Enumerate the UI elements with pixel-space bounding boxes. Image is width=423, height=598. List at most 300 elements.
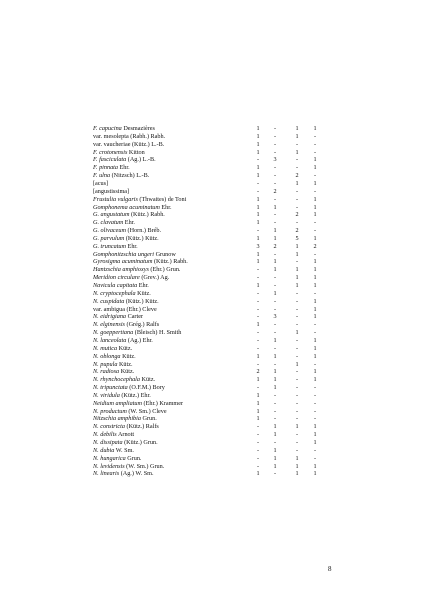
table-row — [0, 447, 423, 455]
taxon-name — [93, 321, 159, 329]
value-cell: - — [273, 211, 277, 219]
value-cell: - — [256, 187, 260, 195]
value-cell: 1 — [256, 250, 260, 258]
value-cell: 1 — [295, 454, 299, 462]
value-cell: 1 — [273, 423, 277, 431]
taxon-name — [93, 180, 108, 188]
value-cell: 1 — [256, 258, 260, 266]
value-cell: - — [273, 125, 277, 132]
taxon-name-italic: N. pupula — [93, 360, 118, 368]
value-cell: 3 — [273, 313, 277, 321]
value-cell: 3 — [256, 242, 260, 250]
table-row — [0, 243, 423, 251]
taxon-authority: Kütz. — [139, 376, 156, 384]
value-cell: - — [313, 132, 317, 140]
taxon-authority: Grun. — [125, 454, 142, 462]
taxon-authority: (Ag.) Ehr. — [126, 336, 153, 344]
value-cell: 1 — [256, 148, 260, 156]
value-cell: 1 — [273, 446, 277, 454]
table-row — [0, 164, 423, 172]
taxon-name — [93, 415, 157, 423]
value-cell: 2 — [273, 187, 277, 195]
taxon-name — [93, 290, 151, 298]
value-cell: - — [295, 352, 299, 360]
taxon-name-italic: N. cuspidata — [93, 297, 125, 305]
value-cell: - — [273, 282, 277, 289]
taxon-name-italic: Gyrosigma acuminatum — [93, 258, 153, 266]
value-cell: 1 — [256, 140, 260, 148]
table-row — [0, 211, 423, 219]
taxon-name-italic: N. goeppertiana — [93, 329, 134, 337]
taxon-name-italic: F. crotonensis — [93, 148, 128, 156]
value-cell: - — [295, 219, 299, 227]
value-cell: 1 — [313, 125, 317, 132]
taxon-name-italic: F. pinnata — [93, 164, 118, 172]
value-cell: 1 — [313, 179, 317, 187]
taxon-name-italic: Gomphonitzschia ungeri — [93, 250, 155, 258]
value-cell: 1 — [313, 203, 317, 211]
taxon-name-italic: N. productum — [93, 407, 127, 415]
value-cell: - — [295, 313, 299, 321]
value-cell: 1 — [295, 274, 299, 282]
taxon-name — [93, 447, 134, 455]
table-row — [0, 345, 423, 353]
taxon-authority: Ehr. — [126, 242, 138, 250]
value-cell: - — [295, 297, 299, 305]
value-cell: - — [273, 148, 277, 156]
taxon-authority: var. ambigua (Ehr.) Cleve — [93, 305, 157, 313]
page-number: 8 — [328, 565, 332, 573]
value-cell: 1 — [273, 203, 277, 211]
value-cell: - — [313, 407, 317, 415]
taxon-authority: (Kütz.) Grun. — [122, 439, 158, 446]
value-cell: 1 — [273, 227, 277, 235]
value-cell: - — [295, 258, 299, 266]
value-cell: - — [313, 187, 317, 195]
taxon-authority: Grun. — [140, 415, 157, 423]
value-cell: - — [273, 219, 277, 227]
value-cell: - — [313, 391, 317, 399]
table-row — [0, 266, 423, 274]
taxon-name-italic: N. lanceolata — [93, 336, 127, 344]
taxon-authority: (Grég.) Ralfs — [124, 321, 160, 329]
taxon-authority: (Bleisch) H. Smith — [133, 329, 182, 337]
taxon-name-italic: Gomphonema acuminatum — [93, 203, 160, 211]
value-cell: - — [256, 336, 260, 344]
value-cell: 1 — [313, 336, 317, 344]
value-cell: - — [313, 219, 317, 227]
value-cell: 1 — [313, 423, 317, 431]
value-cell: - — [295, 399, 299, 407]
taxon-authority: Kütz. — [120, 352, 136, 360]
value-cell: - — [256, 384, 260, 392]
value-cell: - — [295, 321, 299, 329]
taxon-name — [93, 463, 164, 471]
taxon-authority: (Thwaites) de Toni — [137, 195, 187, 203]
table-row — [0, 188, 423, 196]
table-row — [0, 384, 423, 392]
value-cell: 1 — [313, 470, 317, 478]
value-cell: - — [256, 289, 260, 297]
taxon-name — [93, 188, 129, 196]
taxon-name-italic: F. ulna — [93, 172, 111, 180]
taxon-name-italic: G. clavatum — [93, 219, 124, 227]
value-cell: - — [273, 391, 277, 399]
value-cell: 1 — [313, 344, 317, 352]
taxon-name — [93, 227, 161, 235]
value-cell: - — [256, 297, 260, 305]
value-cell: - — [256, 423, 260, 431]
taxon-name — [93, 243, 138, 251]
taxon-name — [93, 353, 136, 361]
value-cell: 1 — [273, 336, 277, 344]
value-cell: 1 — [256, 234, 260, 242]
value-cell: - — [256, 360, 260, 368]
taxon-authority: (Kütz.) Rabh. — [152, 258, 188, 266]
value-cell: 1 — [313, 376, 317, 384]
taxon-name — [93, 125, 155, 133]
taxon-name-italic: Hantzschia amphioxys — [93, 266, 149, 274]
taxon-authority: Kütz. — [135, 289, 151, 297]
value-cell: - — [295, 195, 299, 203]
value-cell: 5 — [295, 234, 299, 242]
taxon-name-italic: G. parvulum — [93, 234, 125, 242]
taxon-name — [93, 204, 172, 212]
taxon-name-italic: Frustulia vulgaris — [93, 195, 138, 203]
value-cell: 1 — [313, 195, 317, 203]
table-row — [0, 321, 423, 329]
taxon-authority: (W. Sm.) Grun. — [124, 462, 165, 470]
table-row — [0, 353, 423, 361]
value-cell: - — [273, 305, 277, 313]
taxon-name — [93, 376, 155, 384]
value-cell: - — [273, 470, 277, 478]
value-cell: - — [295, 431, 299, 439]
value-cell: 1 — [313, 211, 317, 219]
value-cell: 1 — [313, 368, 317, 376]
value-cell: 1 — [313, 282, 317, 289]
taxon-name-italic: G. truncatum — [93, 242, 126, 250]
value-cell: - — [295, 446, 299, 454]
value-cell: - — [256, 313, 260, 321]
value-cell: - — [256, 179, 260, 187]
taxon-name — [93, 164, 130, 172]
taxon-name — [93, 400, 183, 408]
value-cell: - — [295, 187, 299, 195]
table-row — [0, 180, 423, 188]
table-row — [0, 149, 423, 157]
table-row — [0, 439, 423, 447]
value-cell: - — [273, 140, 277, 148]
taxon-authority: (Kütz.) Kütz. — [124, 234, 159, 242]
taxon-authority: (Kütz.) Rabh. — [129, 211, 165, 219]
table-row — [0, 329, 423, 337]
table-row — [0, 219, 423, 227]
value-cell: - — [256, 274, 260, 282]
taxon-name — [93, 156, 156, 164]
taxon-authority: [angustissima] — [93, 187, 130, 195]
taxon-name-italic: N. dubia — [93, 446, 115, 454]
table-row — [0, 376, 423, 384]
table-row — [0, 431, 423, 439]
value-cell: - — [273, 439, 277, 446]
value-cell: 1 — [295, 179, 299, 187]
taxon-name — [93, 219, 135, 227]
table-row — [0, 282, 423, 290]
taxon-authority: Kütz. — [117, 344, 133, 352]
value-cell: 1 — [273, 234, 277, 242]
table-row — [0, 196, 423, 204]
table-row — [0, 235, 423, 243]
value-cell: 1 — [313, 352, 317, 360]
value-cell: 2 — [295, 172, 299, 180]
table-row — [0, 455, 423, 463]
table-row — [0, 274, 423, 282]
value-cell: - — [273, 172, 277, 180]
table-row — [0, 141, 423, 149]
taxon-name — [93, 345, 132, 353]
value-cell: 1 — [313, 439, 317, 446]
value-cell: 1 — [273, 258, 277, 266]
value-cell: - — [295, 391, 299, 399]
taxon-name — [93, 423, 159, 431]
taxon-name-italic: G. olivaceum — [93, 227, 126, 235]
taxon-authority: (Nitzsch) L.-B. — [110, 172, 150, 180]
value-cell: 1 — [256, 415, 260, 423]
value-cell: 1 — [295, 132, 299, 140]
taxon-authority: (Kütz.) Kütz. — [124, 297, 159, 305]
taxon-name — [93, 431, 134, 439]
value-cell: 1 — [313, 313, 317, 321]
taxon-name — [93, 172, 149, 180]
table-row — [0, 298, 423, 306]
value-cell: - — [295, 305, 299, 313]
value-cell: - — [256, 156, 260, 164]
value-cell: - — [295, 344, 299, 352]
value-cell: 1 — [295, 266, 299, 274]
value-cell: 1 — [313, 258, 317, 266]
taxon-name-italic: N. constricta — [93, 423, 125, 431]
taxon-authority: (Kütz.) Ralfs — [124, 423, 159, 431]
value-cell: - — [295, 164, 299, 172]
taxon-name-italic: N. mutica — [93, 344, 118, 352]
value-cell: - — [273, 399, 277, 407]
value-cell: - — [313, 148, 317, 156]
value-cell: 1 — [295, 242, 299, 250]
taxon-authority: Kütz. — [119, 368, 135, 376]
table-row — [0, 470, 423, 478]
value-cell: - — [295, 384, 299, 392]
value-cell: 1 — [295, 329, 299, 337]
value-cell: 1 — [313, 164, 317, 172]
taxon-name — [93, 455, 141, 463]
value-cell: 1 — [313, 274, 317, 282]
taxon-authority: Ehr. — [159, 203, 172, 211]
taxon-name-italic: N. debilis — [93, 431, 117, 439]
taxon-authority: Kütz. — [117, 360, 133, 368]
value-cell: 1 — [313, 305, 317, 313]
taxon-authority: (Ehr.) Krammer — [141, 399, 184, 407]
value-cell: 1 — [256, 172, 260, 180]
taxon-name-italic: Navicula capitata — [93, 282, 138, 289]
value-cell: 2 — [313, 242, 317, 250]
value-cell: - — [313, 140, 317, 148]
value-cell: 1 — [273, 368, 277, 376]
value-cell: 1 — [256, 470, 260, 478]
value-cell: - — [273, 164, 277, 172]
value-cell: 1 — [256, 219, 260, 227]
taxon-name — [93, 133, 165, 141]
taxon-authority: (W. Sm.) Cleve — [126, 407, 167, 415]
taxon-name-italic: N. hungarica — [93, 454, 126, 462]
taxon-authority: (Horn.) Bréb. — [126, 227, 162, 235]
taxon-authority: Grunow — [154, 250, 176, 258]
value-cell: - — [273, 321, 277, 329]
value-cell: 1 — [273, 352, 277, 360]
value-cell: 1 — [295, 148, 299, 156]
value-cell: - — [295, 203, 299, 211]
value-cell: 1 — [273, 384, 277, 392]
value-cell: 1 — [273, 376, 277, 384]
value-cell: - — [295, 140, 299, 148]
table-row — [0, 172, 423, 180]
value-cell: 1 — [273, 454, 277, 462]
value-cell: - — [256, 431, 260, 439]
value-cell: - — [256, 305, 260, 313]
value-cell: 1 — [256, 376, 260, 384]
value-cell: - — [313, 446, 317, 454]
taxon-name-italic: Neidium ampliatum — [93, 399, 142, 407]
value-cell: - — [273, 329, 277, 337]
value-cell: 1 — [256, 164, 260, 172]
value-cell: 1 — [256, 399, 260, 407]
value-cell: 2 — [295, 227, 299, 235]
table-row — [0, 258, 423, 266]
taxon-name-italic: F. capucina — [93, 125, 122, 132]
table-row — [0, 408, 423, 416]
value-cell: 1 — [295, 360, 299, 368]
value-cell: - — [295, 368, 299, 376]
value-cell: 1 — [273, 266, 277, 274]
value-cell: 3 — [273, 156, 277, 164]
value-cell: - — [273, 179, 277, 187]
value-cell: - — [273, 415, 277, 423]
value-cell: 1 — [256, 407, 260, 415]
value-cell: 2 — [295, 211, 299, 219]
taxon-name-italic: N. oblonga — [93, 352, 121, 360]
taxon-name — [93, 251, 176, 259]
value-cell: - — [273, 297, 277, 305]
taxon-name — [93, 408, 167, 416]
value-cell: - — [313, 289, 317, 297]
value-cell: - — [295, 376, 299, 384]
taxon-authority: Carter — [126, 313, 144, 321]
value-cell: 1 — [256, 282, 260, 289]
taxon-name — [93, 392, 151, 400]
value-cell: - — [313, 454, 317, 462]
value-cell: - — [313, 329, 317, 337]
taxon-authority: var. mesolepta (Rabh.) Rabh. — [93, 132, 166, 140]
value-cell: 1 — [313, 297, 317, 305]
value-cell: 1 — [256, 321, 260, 329]
taxon-authority: (Ag.) W. Sm. — [119, 470, 154, 478]
table-row — [0, 392, 423, 400]
taxon-authority: Kitton — [127, 148, 145, 156]
value-cell: - — [295, 407, 299, 415]
taxon-name-italic: Nitzschia amphibia — [93, 415, 141, 423]
value-cell: 1 — [256, 125, 260, 132]
taxon-name-italic: F. fasciculata — [93, 156, 127, 164]
taxon-name — [93, 298, 159, 306]
taxon-name — [93, 266, 180, 274]
taxon-authority: Ehr. — [123, 219, 135, 227]
value-cell: - — [273, 407, 277, 415]
taxon-name — [93, 361, 133, 369]
value-cell: - — [273, 274, 277, 282]
taxon-name — [93, 384, 165, 392]
taxon-authority: Ehr. — [117, 164, 130, 172]
taxon-name — [93, 337, 153, 345]
table-row — [0, 251, 423, 259]
value-cell: - — [295, 415, 299, 423]
value-cell: - — [313, 227, 317, 235]
taxon-name — [93, 313, 143, 321]
taxon-name — [93, 306, 157, 314]
taxon-name-italic: N. elginensis — [93, 321, 125, 329]
value-cell: - — [256, 446, 260, 454]
value-cell: 1 — [273, 289, 277, 297]
value-cell: - — [313, 250, 317, 258]
table-row — [0, 400, 423, 408]
value-cell: - — [273, 250, 277, 258]
taxon-name-italic: N. levidensis — [93, 462, 125, 470]
value-cell: 1 — [313, 266, 317, 274]
value-cell: 1 — [295, 470, 299, 478]
value-cell: - — [256, 227, 260, 235]
taxon-name-italic: N. eidrigiana — [93, 313, 127, 321]
value-cell: 1 — [295, 250, 299, 258]
value-cell: - — [273, 132, 277, 140]
taxon-authority: W. Sm. — [114, 446, 134, 454]
value-cell: - — [313, 415, 317, 423]
table-row — [0, 204, 423, 212]
taxon-name — [93, 211, 165, 219]
taxon-name-italic: N. radiosa — [93, 368, 120, 376]
value-cell: - — [313, 321, 317, 329]
taxon-authority: (Kütz.) Ehr. — [119, 391, 151, 399]
taxon-name — [93, 368, 134, 376]
taxon-name-italic: N. cryptocephala — [93, 289, 136, 297]
value-cell: 2 — [273, 242, 277, 250]
taxon-authority: Ehr. — [137, 282, 149, 289]
value-cell: - — [256, 344, 260, 352]
taxon-authority: [acus] — [93, 179, 109, 187]
value-cell: 1 — [295, 125, 299, 132]
value-cell: 1 — [295, 462, 299, 470]
value-cell: 1 — [313, 431, 317, 439]
value-cell: 1 — [256, 195, 260, 203]
taxon-name — [93, 258, 188, 266]
value-cell: - — [256, 454, 260, 462]
table-row — [0, 313, 423, 321]
value-cell: 1 — [295, 423, 299, 431]
taxon-name — [93, 329, 181, 337]
table-row — [0, 156, 423, 164]
table-row — [0, 227, 423, 235]
table-row — [0, 415, 423, 423]
taxon-name-italic: N. linearis — [93, 470, 120, 478]
taxon-name-italic: N. viridula — [93, 391, 120, 399]
